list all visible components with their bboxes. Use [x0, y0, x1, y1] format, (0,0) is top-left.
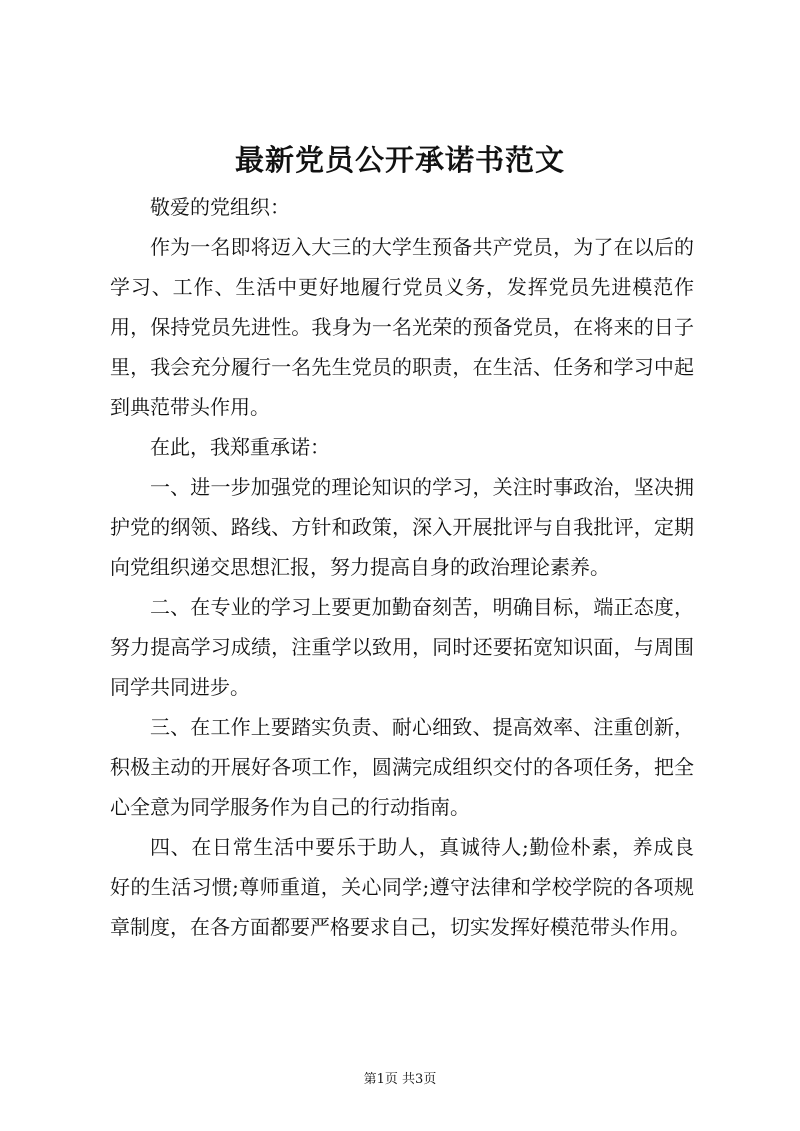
- page-footer: 第1页 共3页: [363, 1072, 437, 1087]
- document-title: 最新党员公开承诺书范文: [234, 143, 565, 177]
- document-body: [110, 187, 694, 947]
- salutation: 敬爱的党组织：: [150, 195, 290, 219]
- paragraph-pledge-3: 三、在工作上要踏实负责、耐心细致、提高效率、注重创新，积极主动的开展好各项工作，圆满完成组织交付的各项任务，把全心全意为同学服务作为自己的行动指南。: [110, 715, 694, 819]
- paragraph-pledge-1: 一、进一步加强党的理论知识的学习，关注时事政治，坚决拥护党的纲领、路线、方针和政策，深入开展批评与自我批评，定期向党组织递交思想汇报，努力提高自身的政治理论素养。: [110, 475, 694, 579]
- paragraph-pledge-lead: 在此，我郑重承诺：: [150, 435, 330, 459]
- paragraph-pledge-2: 二、在专业的学习上要更加勤奋刻苦，明确目标，端正态度，努力提高学习成绩，注重学以致用，同时还要拓宽知识面，与周围同学共同进步。: [110, 595, 694, 699]
- paragraph-intro: 作为一名即将迈入大三的大学生预备共产党员，为了在以后的学习、工作、生活中更好地履行党员义务，发挥党员先进模范作用，保持党员先进性。我身为一名光荣的预备党员，在将来的日子里，我会充分履行一名先生党员的职责，在生活、任务和学习中起到典范带头作用。: [110, 235, 694, 419]
- paragraph-pledge-4: 四、在日常生活中要乐于助人，真诚待人;勤俭朴素，养成良好的生活习惯;尊师重道，关心同学;遵守法律和学校学院的各项规章制度，在各方面都要严格要求自己，切实发挥好模范带头作用。: [110, 835, 694, 939]
